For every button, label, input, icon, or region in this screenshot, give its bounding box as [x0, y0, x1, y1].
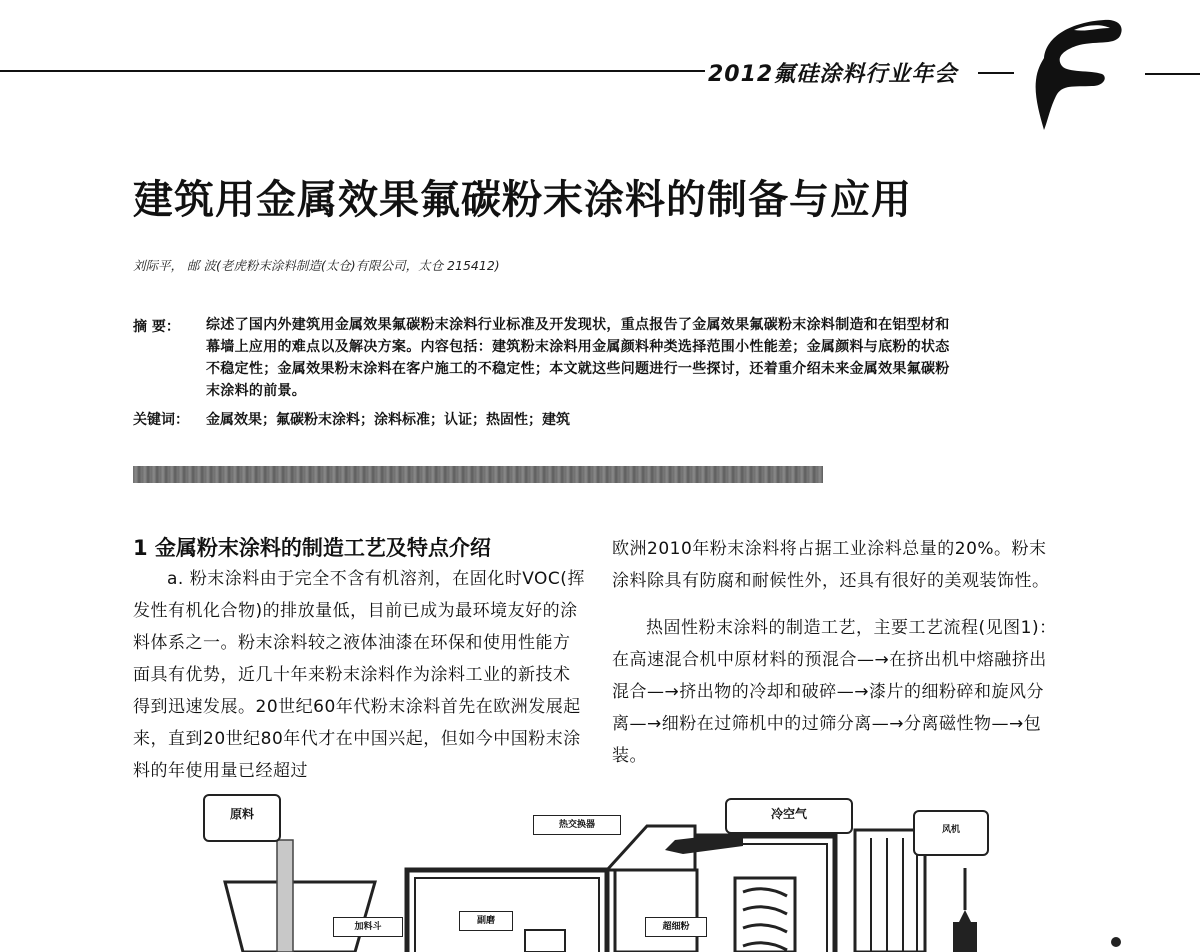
label-hopper: 加料斗 [333, 917, 403, 937]
process-flow-figure [195, 790, 1200, 952]
header-rule-right [1145, 73, 1200, 75]
article-title: 建筑用金属效果氟碳粉末涂料的制备与应用 [133, 177, 912, 223]
right-paragraph-2: 热固性粉末涂料的制造工艺，主要工艺流程(见图1)：在高速混合机中原材料的预混合—→在挤出机中熔融挤出混合—→挤出物的冷却和破碎—→漆片的细粉碎和旋风分离—→细粉在过筛机中的过筛分离—→分离磁性物—→包装。 [612, 618, 1057, 766]
keywords-text: 金属效果；氟碳粉末涂料；涂料标准；认证；热固性；建筑 [206, 412, 570, 428]
fan-motor [953, 922, 977, 952]
label-fine-grinder: 超细粉 [645, 917, 707, 937]
header-rule-left [0, 70, 705, 72]
right-column [612, 533, 1060, 772]
keywords-label: 关键词： [133, 412, 189, 428]
label-raw-material: 原料 [203, 794, 281, 842]
header-rule-middle [978, 72, 1014, 74]
abstract-label: 摘 要： [133, 319, 180, 335]
label-fan: 风机 [913, 810, 989, 856]
left-column [133, 563, 585, 787]
pulverizer-body [525, 930, 565, 952]
label-pulverizer: 副磨 [459, 911, 513, 931]
abstract-text: 综述了国内外建筑用金属效果氟碳粉末涂料行业标准及开发现状，重点报告了金属效果氟碳粉末涂料制造和在铝型材和幕墙上应用的难点以及解决方案。内容包括：建筑粉末涂料用金属颜料种类选择范围小性能差；金属颜料与底粉的状态不稳定性；金属效果粉末涂料在客户施工的不稳定性；本文就这些问题进行一些探讨，还着重介绍未来金属效果氟碳粉末涂料的前景。 [206, 317, 950, 399]
left-paragraph: a. 粉末涂料由于完全不含有机溶剂，在固化时VOC(挥发性有机化合物)的排放量低，目前已成为最环境友好的涂料体系之一。粉末涂料较之液体油漆在环保和使用性能方面具有优势，近几十年来粉末涂料作为涂料工业的新技术得到迅速发展。20世纪60年代粉末涂料首先在欧洲发展起来，直到20世纪80年代才在中国兴起，但如今中国粉末涂料的年使用量已经超过 [133, 569, 585, 781]
cyclone-body [615, 870, 697, 952]
label-cold-air: 冷空气 [725, 798, 853, 834]
conference-logo-icon [1032, 16, 1127, 132]
author-affiliation: 刘际平， 邮 波(老虎粉末涂料制造(太仓)有限公司，太仓 215412) [133, 258, 500, 273]
label-heat-exchanger: 热交换器 [533, 815, 621, 835]
fan-arrow-icon [959, 910, 971, 922]
section-divider-bar [133, 466, 823, 483]
header-conference-title: 2012氟硅涂料行业年会 [708, 62, 958, 87]
page-mark-dot [1111, 937, 1121, 947]
section-heading: 1 金属粉末涂料的制造工艺及特点介绍 [133, 536, 491, 560]
right-paragraph-1: 欧洲2010年粉末涂料将占据工业涂料总量的20%。粉末涂料除具有防腐和耐候性外，还具有很好的美观装饰性。 [612, 539, 1050, 591]
feed-column [277, 840, 293, 952]
